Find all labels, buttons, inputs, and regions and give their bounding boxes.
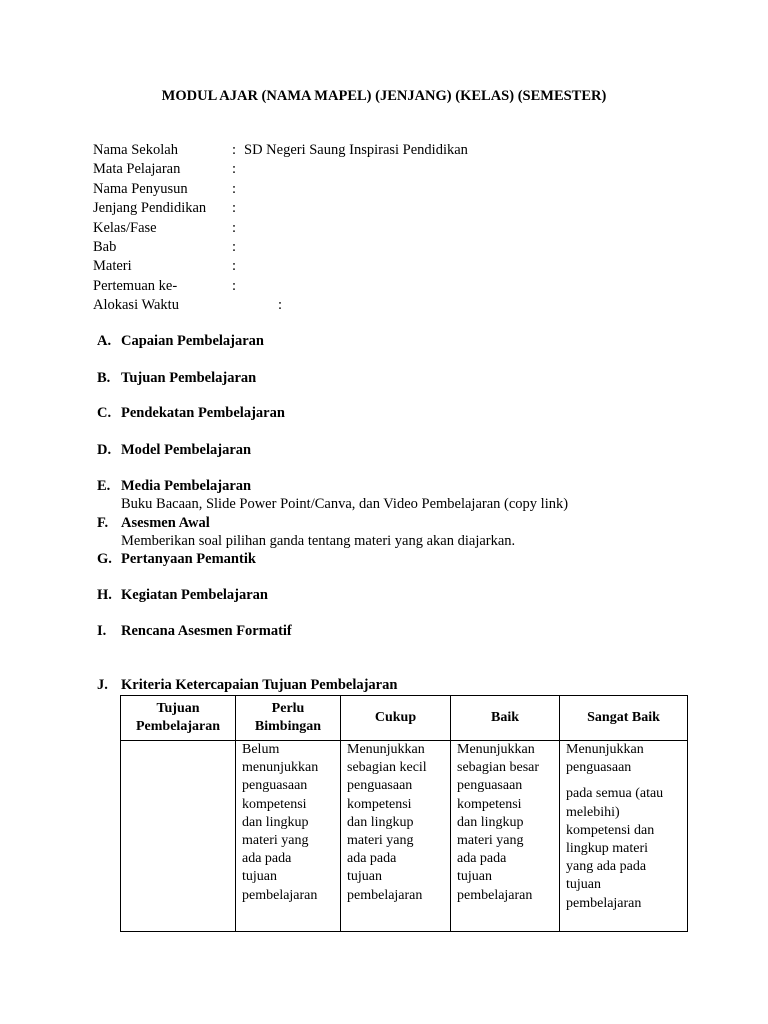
identity-label: Alokasi Waktu	[93, 297, 179, 314]
identity-colon: :	[232, 238, 237, 255]
section-letter: E.	[97, 478, 111, 494]
section-letter: B.	[97, 370, 111, 386]
section-letter: J.	[97, 677, 108, 693]
identity-colon: :	[232, 180, 237, 197]
identity-colon: :	[232, 277, 237, 294]
rubric-cell-cukup: Menunjukkan sebagian kecil penguasaan kompetensi dan lingkup materi yang ada pada tujuan pembelajaran	[341, 741, 451, 932]
identity-colon: :	[232, 142, 237, 158]
identity-label: Mata Pelajaran	[93, 161, 181, 178]
identity-label: Jenjang Pendidikan	[93, 200, 207, 217]
rubric-header-row	[121, 696, 688, 741]
rubric-cell-sangat-baik: Menunjukkan penguasaan pada semua (atau melebihi) kompetensi dan lingkup materi yang ada pada tujuan pembelajaran	[560, 741, 688, 932]
section-title: Capaian Pembelajaran	[121, 333, 264, 349]
rubric-header-baik: Baik	[451, 696, 560, 741]
section-title: Tujuan Pembelajaran	[121, 370, 257, 386]
section-letter: I.	[97, 623, 107, 639]
rubric-header-cukup: Cukup	[341, 696, 451, 741]
rubric-header-sangat-baik: Sangat Baik	[560, 696, 688, 741]
rubric-header-tujuan: Tujuan Pembelajaran	[121, 696, 236, 741]
section-title: Model Pembelajaran	[121, 442, 252, 458]
identity-colon: :	[232, 258, 237, 275]
section-letter: G.	[97, 551, 112, 567]
section-body: Memberikan soal pilihan ganda tentang materi yang akan diajarkan.	[121, 533, 516, 549]
section-title: Media Pembelajaran	[121, 478, 252, 494]
identity-colon: :	[232, 161, 237, 178]
identity-label: Bab	[93, 238, 117, 255]
identity-colon: :	[278, 297, 283, 314]
rubric-cell-perlu-bimbingan: Belum menunjukkan penguasaan kompetensi dan lingkup materi yang ada pada tujuan pembelajaran	[236, 741, 341, 932]
identity-label: Nama Penyusun	[93, 180, 188, 197]
section-title: Kegiatan Pembelajaran	[121, 587, 268, 603]
section-letter: A.	[97, 333, 112, 349]
section-body: Buku Bacaan, Slide Power Point/Canva, dan Video Pembelajaran (copy link)	[121, 496, 569, 512]
section-title: Kriteria Ketercapaian Tujuan Pembelajaran	[121, 677, 398, 693]
section-letter: C.	[97, 405, 112, 421]
identity-label: Pertemuan ke-	[93, 277, 178, 294]
identity-value: SD Negeri Saung Inspirasi Pendidikan	[244, 142, 468, 158]
table-row	[121, 741, 688, 932]
section-letter: F.	[97, 515, 109, 531]
rubric-cell-tujuan	[121, 741, 236, 932]
section-title: Pendekatan Pembelajaran	[121, 405, 285, 421]
identity-label: Materi	[93, 258, 132, 275]
section-letter: D.	[97, 442, 112, 458]
identity-label: Nama Sekolah	[93, 142, 178, 158]
identity-colon: :	[232, 200, 237, 217]
identity-colon: :	[232, 219, 237, 236]
section-title: Asesmen Awal	[121, 515, 210, 531]
section-title: Rencana Asesmen Formatif	[121, 623, 292, 639]
section-letter: H.	[97, 587, 112, 603]
rubric-cell-baik: Menunjukkan sebagian besar penguasaan kompetensi dan lingkup materi yang ada pada tujuan pembelajaran	[451, 741, 560, 932]
section-title: Pertanyaan Pemantik	[121, 551, 256, 567]
paragraph-gap	[566, 777, 683, 785]
identity-label: Kelas/Fase	[93, 219, 157, 236]
page-title: MODUL AJAR (NAMA MAPEL) (JENJANG) (KELAS) (SEMESTER)	[161, 88, 607, 104]
rubric-header-perlu-bimbingan: Perlu Bimbingan	[236, 696, 341, 741]
rubric-table	[120, 695, 688, 932]
